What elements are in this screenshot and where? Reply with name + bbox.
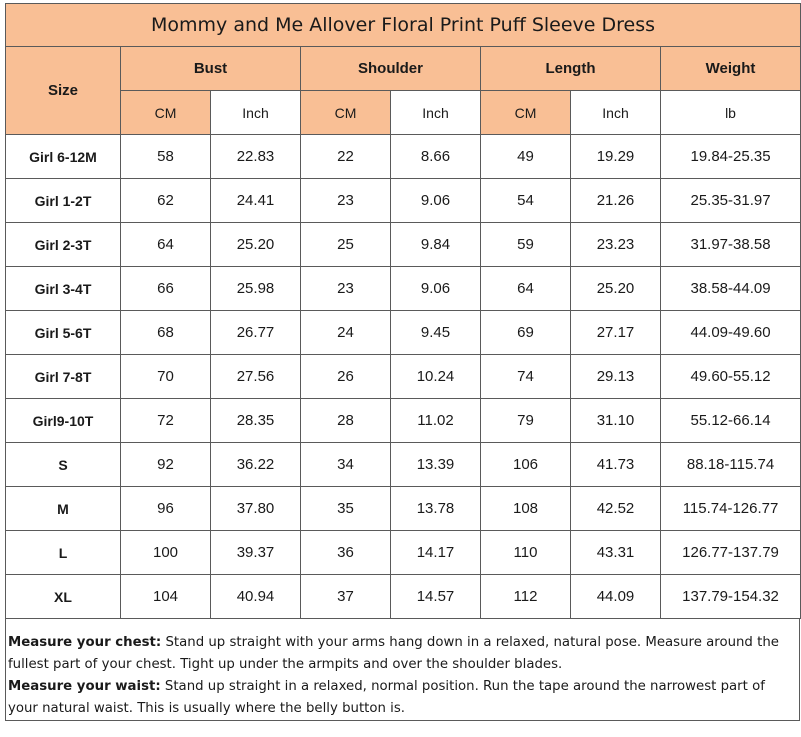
length-inch-cell: 41.73 xyxy=(571,443,661,487)
shoulder-cm-cell: 35 xyxy=(301,487,391,531)
waist-note xyxy=(8,676,799,720)
length-inch-cell: 21.26 xyxy=(571,179,661,223)
shoulder-inch-cell: 8.66 xyxy=(391,135,481,179)
bust-inch-cell: 27.56 xyxy=(211,355,301,399)
bust-inch-cell: 22.83 xyxy=(211,135,301,179)
table-row xyxy=(6,267,801,311)
bust-inch-cell: 37.80 xyxy=(211,487,301,531)
shoulder-cm-cell: 28 xyxy=(301,399,391,443)
shoulder-inch-cell: 9.06 xyxy=(391,267,481,311)
size-cell: M xyxy=(6,487,121,531)
bust-cm-cell: 62 xyxy=(121,179,211,223)
bust-inch-cell: 40.94 xyxy=(211,575,301,619)
bust-inch-cell: 26.77 xyxy=(211,311,301,355)
length-inch-cell: 19.29 xyxy=(571,135,661,179)
shoulder-inch-cell: 11.02 xyxy=(391,399,481,443)
bust-cm-cell: 58 xyxy=(121,135,211,179)
shoulder-cm-cell: 36 xyxy=(301,531,391,575)
length-cm-cell: 110 xyxy=(481,531,571,575)
size-table xyxy=(5,3,801,619)
length-cm-cell: 108 xyxy=(481,487,571,531)
shoulder-inch-cell: 9.84 xyxy=(391,223,481,267)
length-inch-cell: 31.10 xyxy=(571,399,661,443)
length-cm-cell: 79 xyxy=(481,399,571,443)
table-row xyxy=(6,223,801,267)
shoulder-cm-cell: 34 xyxy=(301,443,391,487)
table-row xyxy=(6,575,801,619)
length-inch-unit: Inch xyxy=(571,91,661,135)
bust-inch-cell: 25.98 xyxy=(211,267,301,311)
bust-inch-unit: Inch xyxy=(211,91,301,135)
table-row xyxy=(6,355,801,399)
weight-lb-unit: lb xyxy=(661,91,801,135)
bust-inch-cell: 39.37 xyxy=(211,531,301,575)
length-cm-cell: 112 xyxy=(481,575,571,619)
waist-note-text: Stand up straight in a relaxed, normal position. Run the tape around the narrowest part of your natural waist. This is usually where the belly button is. xyxy=(8,679,765,716)
size-chart xyxy=(5,3,800,721)
bust-cm-cell: 100 xyxy=(121,531,211,575)
bust-cm-cell: 72 xyxy=(121,399,211,443)
shoulder-cm-cell: 24 xyxy=(301,311,391,355)
length-inch-cell: 42.52 xyxy=(571,487,661,531)
shoulder-cm-cell: 23 xyxy=(301,179,391,223)
bust-cm-cell: 96 xyxy=(121,487,211,531)
size-cell: Girl 6-12M xyxy=(6,135,121,179)
size-cell: Girl9-10T xyxy=(6,399,121,443)
weight-lb-cell: 19.84-25.35 xyxy=(661,135,801,179)
shoulder-cm-cell: 26 xyxy=(301,355,391,399)
shoulder-cm-cell: 25 xyxy=(301,223,391,267)
shoulder-inch-cell: 10.24 xyxy=(391,355,481,399)
weight-lb-cell: 137.79-154.32 xyxy=(661,575,801,619)
weight-lb-cell: 38.58-44.09 xyxy=(661,267,801,311)
table-row xyxy=(6,531,801,575)
size-column-header: Size xyxy=(6,47,121,135)
table-row xyxy=(6,487,801,531)
length-inch-cell: 27.17 xyxy=(571,311,661,355)
bust-inch-cell: 28.35 xyxy=(211,399,301,443)
table-row xyxy=(6,311,801,355)
bust-inch-cell: 24.41 xyxy=(211,179,301,223)
shoulder-inch-cell: 14.17 xyxy=(391,531,481,575)
length-cm-cell: 64 xyxy=(481,267,571,311)
chest-note-label: Measure your chest: xyxy=(8,635,162,650)
shoulder-inch-unit: Inch xyxy=(391,91,481,135)
bust-inch-cell: 36.22 xyxy=(211,443,301,487)
shoulder-header: Shoulder xyxy=(301,47,481,91)
shoulder-cm-cell: 37 xyxy=(301,575,391,619)
shoulder-inch-cell: 9.06 xyxy=(391,179,481,223)
chart-title: Mommy and Me Allover Floral Print Puff Sleeve Dress xyxy=(6,4,801,47)
length-cm-cell: 59 xyxy=(481,223,571,267)
shoulder-inch-cell: 13.39 xyxy=(391,443,481,487)
shoulder-inch-cell: 14.57 xyxy=(391,575,481,619)
shoulder-cm-cell: 22 xyxy=(301,135,391,179)
size-cell: Girl 7-8T xyxy=(6,355,121,399)
bust-cm-unit: CM xyxy=(121,91,211,135)
size-cell: Girl 5-6T xyxy=(6,311,121,355)
bust-header: Bust xyxy=(121,47,301,91)
length-inch-cell: 25.20 xyxy=(571,267,661,311)
length-inch-cell: 23.23 xyxy=(571,223,661,267)
chest-note xyxy=(8,632,799,676)
chest-note-text: Stand up straight with your arms hang down in a relaxed, natural pose. Measure around the fullest part of your chest. Tight up under the armpits and over the shoulder blades. xyxy=(8,635,779,672)
weight-lb-cell: 25.35-31.97 xyxy=(661,179,801,223)
length-cm-unit: CM xyxy=(481,91,571,135)
table-row xyxy=(6,179,801,223)
weight-header: Weight xyxy=(661,47,801,91)
bust-cm-cell: 104 xyxy=(121,575,211,619)
length-inch-cell: 29.13 xyxy=(571,355,661,399)
shoulder-cm-unit: CM xyxy=(301,91,391,135)
length-inch-cell: 44.09 xyxy=(571,575,661,619)
bust-cm-cell: 64 xyxy=(121,223,211,267)
weight-lb-cell: 115.74-126.77 xyxy=(661,487,801,531)
length-header: Length xyxy=(481,47,661,91)
size-cell: XL xyxy=(6,575,121,619)
size-cell: Girl 1-2T xyxy=(6,179,121,223)
shoulder-inch-cell: 13.78 xyxy=(391,487,481,531)
length-cm-cell: 69 xyxy=(481,311,571,355)
size-cell: Girl 2-3T xyxy=(6,223,121,267)
shoulder-inch-cell: 9.45 xyxy=(391,311,481,355)
bust-inch-cell: 25.20 xyxy=(211,223,301,267)
weight-lb-cell: 31.97-38.58 xyxy=(661,223,801,267)
weight-lb-cell: 55.12-66.14 xyxy=(661,399,801,443)
bust-cm-cell: 92 xyxy=(121,443,211,487)
table-row xyxy=(6,135,801,179)
length-inch-cell: 43.31 xyxy=(571,531,661,575)
weight-lb-cell: 126.77-137.79 xyxy=(661,531,801,575)
bust-cm-cell: 68 xyxy=(121,311,211,355)
size-cell: S xyxy=(6,443,121,487)
length-cm-cell: 74 xyxy=(481,355,571,399)
bust-cm-cell: 70 xyxy=(121,355,211,399)
weight-lb-cell: 44.09-49.60 xyxy=(661,311,801,355)
size-cell: L xyxy=(6,531,121,575)
length-cm-cell: 106 xyxy=(481,443,571,487)
length-cm-cell: 49 xyxy=(481,135,571,179)
table-row xyxy=(6,399,801,443)
table-row xyxy=(6,443,801,487)
weight-lb-cell: 88.18-115.74 xyxy=(661,443,801,487)
waist-note-label: Measure your waist: xyxy=(8,679,161,694)
bust-cm-cell: 66 xyxy=(121,267,211,311)
size-cell: Girl 3-4T xyxy=(6,267,121,311)
measurement-notes xyxy=(5,619,800,721)
weight-lb-cell: 49.60-55.12 xyxy=(661,355,801,399)
length-cm-cell: 54 xyxy=(481,179,571,223)
shoulder-cm-cell: 23 xyxy=(301,267,391,311)
